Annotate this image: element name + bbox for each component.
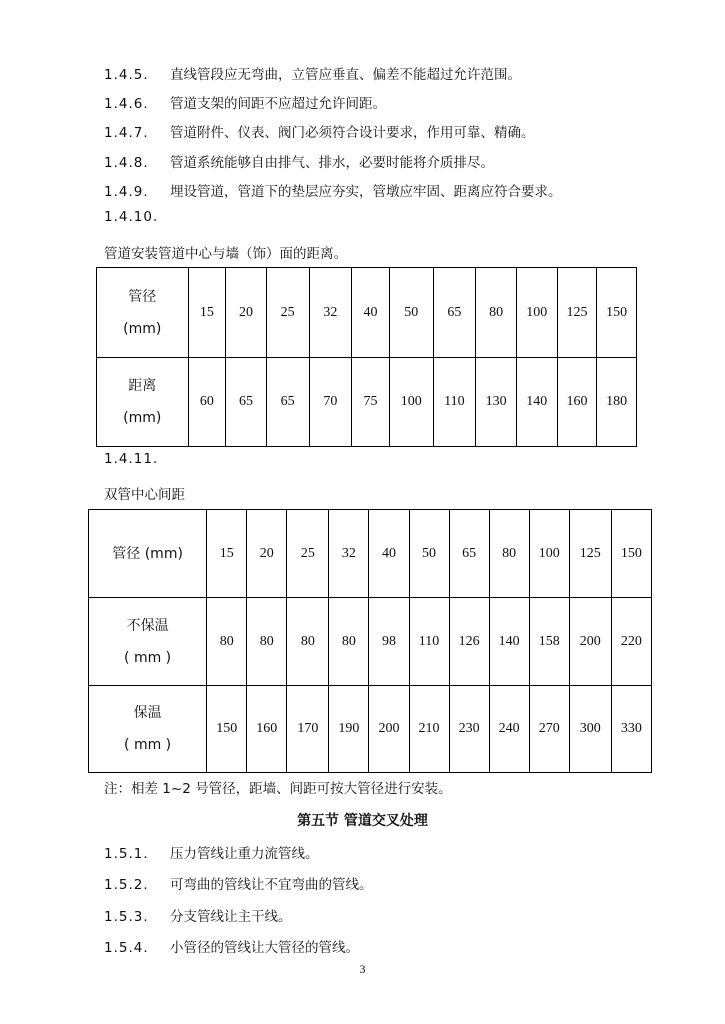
- row-header: 不保温 ( mm ): [89, 598, 207, 686]
- list-item: 1.4.8. 管道系统能够自由排气、排水，必要时能将介质排尽。: [104, 155, 494, 171]
- table-cell: 170: [287, 686, 329, 773]
- table-cell: 75: [352, 358, 390, 447]
- table-cell: 65: [433, 268, 476, 358]
- table1-title: 管道安装管道中心与墙（饰）面的距离。: [104, 246, 347, 262]
- table-cell: 140: [516, 358, 557, 447]
- table2-title: 双管中心间距: [104, 487, 185, 503]
- table-cell: 240: [489, 686, 529, 773]
- table-row: [97, 268, 637, 358]
- table-cell: 125: [557, 268, 597, 358]
- table-cell: 330: [611, 686, 651, 773]
- list-item: 1.5.4. 小管径的管线让大管径的管线。: [104, 940, 359, 956]
- table-cell: 125: [569, 510, 611, 598]
- pipe-spacing-table: [88, 509, 652, 773]
- table-cell: 230: [449, 686, 489, 773]
- section-title: 第五节 管道交叉处理: [297, 813, 428, 829]
- table-cell: 20: [247, 510, 287, 598]
- list-item: 1.4.7. 管道附件、仪表、阀门必须符合设计要求，作用可靠、精确。: [104, 125, 535, 141]
- table-cell: 270: [529, 686, 569, 773]
- table-cell: 110: [409, 598, 449, 686]
- table-cell: 65: [266, 358, 309, 447]
- table-cell: 50: [409, 510, 449, 598]
- table-cell: 110: [433, 358, 476, 447]
- list-item: 1.4.10.: [104, 209, 159, 225]
- table-cell: 32: [309, 268, 352, 358]
- table-cell: 25: [266, 268, 309, 358]
- table-cell: 40: [369, 510, 409, 598]
- table-cell: 160: [247, 686, 287, 773]
- list-item: 1.5.2. 可弯曲的管线让不宜弯曲的管线。: [104, 877, 373, 893]
- table-cell: 60: [188, 358, 226, 447]
- table-cell: 80: [329, 598, 369, 686]
- list-item: 1.4.5. 直线管段应无弯曲，立管应垂直、偏差不能超过允许范围。: [104, 67, 521, 83]
- table-note: 注：相差 1~2 号管径，距墙、间距可按大管径进行安装。: [104, 781, 452, 797]
- table-cell: 20: [226, 268, 267, 358]
- list-item: 1.5.1. 压力管线让重力流管线。: [104, 846, 319, 862]
- table-cell: 100: [389, 358, 433, 447]
- table-row: [89, 598, 652, 686]
- table-cell: 65: [449, 510, 489, 598]
- table-cell: 65: [226, 358, 267, 447]
- table-cell: 140: [489, 598, 529, 686]
- table-cell: 15: [207, 510, 247, 598]
- table-cell: 100: [529, 510, 569, 598]
- table-cell: 80: [207, 598, 247, 686]
- table-cell: 210: [409, 686, 449, 773]
- table-cell: 15: [188, 268, 226, 358]
- table-cell: 32: [329, 510, 369, 598]
- table-cell: 220: [611, 598, 651, 686]
- table-row: [97, 358, 637, 447]
- table-cell: 40: [352, 268, 390, 358]
- table-cell: 158: [529, 598, 569, 686]
- table-cell: 150: [597, 268, 637, 358]
- table-cell: 80: [287, 598, 329, 686]
- table-cell: 180: [597, 358, 637, 447]
- table-cell: 200: [569, 598, 611, 686]
- table-cell: 150: [611, 510, 651, 598]
- list-item: 1.4.11.: [104, 451, 159, 467]
- table-cell: 25: [287, 510, 329, 598]
- list-item: 1.4.6. 管道支架的间距不应超过允许间距。: [104, 96, 386, 112]
- table-cell: 80: [489, 510, 529, 598]
- table-cell: 80: [247, 598, 287, 686]
- table-cell: 190: [329, 686, 369, 773]
- table-row: [89, 686, 652, 773]
- table-cell: 160: [557, 358, 597, 447]
- list-item: 1.5.3. 分支管线让主干线。: [104, 909, 292, 925]
- table-cell: 98: [369, 598, 409, 686]
- row-header: 距离 (mm): [97, 358, 189, 447]
- table-cell: 300: [569, 686, 611, 773]
- table-cell: 100: [516, 268, 557, 358]
- table-cell: 126: [449, 598, 489, 686]
- table-cell: 70: [309, 358, 352, 447]
- list-item: 1.4.9. 埋设管道，管道下的垫层应夯实，管墩应牢固、距离应符合要求。: [104, 184, 562, 200]
- table-cell: 150: [207, 686, 247, 773]
- table-row: [89, 510, 652, 598]
- row-header: 管径 (mm): [97, 268, 189, 358]
- table-cell: 200: [369, 686, 409, 773]
- wall-distance-table: [96, 267, 637, 447]
- table-cell: 50: [389, 268, 433, 358]
- row-header: 管径 (mm): [89, 510, 207, 598]
- page-number: 3: [359, 962, 366, 976]
- table-cell: 130: [476, 358, 517, 447]
- table-cell: 80: [476, 268, 517, 358]
- row-header: 保温 ( mm ): [89, 686, 207, 773]
